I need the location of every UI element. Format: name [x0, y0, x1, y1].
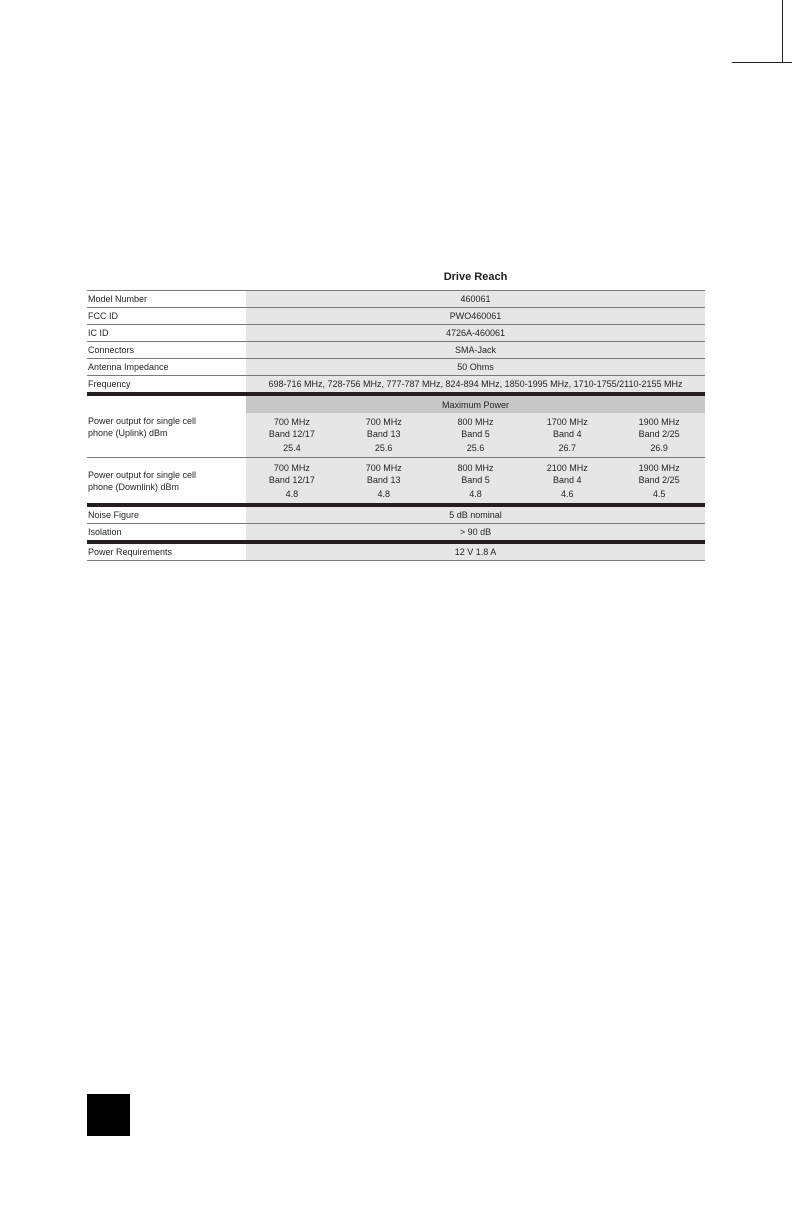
row-value: > 90 dB: [246, 524, 705, 540]
row-value: 50 Ohms: [246, 359, 705, 375]
row-value: SMA-Jack: [246, 342, 705, 358]
band-power: 4.8: [285, 488, 299, 499]
label-line: phone (Downlink) dBm: [88, 481, 180, 492]
band-cell: [246, 458, 338, 503]
band-power: 26.9: [650, 443, 668, 453]
band-cell: [613, 413, 705, 457]
row-label: Antenna Impedance: [87, 359, 246, 375]
row-label: Isolation: [87, 524, 246, 540]
band-cell: [521, 458, 613, 503]
row-model-number: [87, 290, 705, 307]
label-line: Power output for single cell: [88, 415, 197, 426]
crop-mark-right: [732, 62, 792, 63]
uplink-values: [246, 396, 705, 457]
band-power: 26.7: [558, 443, 577, 453]
row-label: FCC ID: [87, 308, 246, 324]
band-power: 25.6: [374, 443, 393, 453]
band-freq: 1700 MHz: [546, 417, 588, 427]
band-freq: 1900 MHz: [638, 462, 680, 473]
max-power-header: Maximum Power: [246, 396, 705, 413]
row-label: [87, 458, 246, 503]
band-name: Band 13: [366, 474, 401, 485]
row-value: 4726A-460061: [246, 325, 705, 341]
band-cell: [338, 458, 430, 503]
band-power: 4.6: [561, 488, 574, 499]
row-value: 460061: [246, 291, 705, 307]
band-freq: 700 MHz: [273, 417, 310, 427]
row-label: Noise Figure: [87, 507, 246, 523]
band-name: Band 12/17: [268, 474, 315, 485]
row-label: Frequency: [87, 376, 246, 392]
band-power: 4.8: [377, 488, 390, 499]
downlink-values: [246, 458, 705, 503]
row-label: [87, 396, 246, 457]
row-downlink-power: [87, 457, 705, 503]
label-line: Power output for single cell: [88, 469, 197, 480]
band-freq: 700 MHz: [365, 462, 402, 473]
row-connectors: [87, 341, 705, 358]
row-label: Model Number: [87, 291, 246, 307]
row-uplink-power: [87, 392, 705, 457]
band-name: Band 5: [461, 429, 490, 439]
crop-mark-top: [782, 0, 783, 62]
band-name: Band 4: [553, 429, 582, 439]
band-freq: 800 MHz: [457, 462, 494, 473]
band-name: Band 5: [461, 474, 490, 485]
band-name: Band 12/17: [268, 429, 315, 439]
band-freq: 700 MHz: [273, 462, 310, 473]
band-cell: [430, 413, 522, 457]
page-corner-block: [87, 1094, 130, 1136]
band-power: 25.6: [466, 443, 485, 453]
row-value: 12 V 1.8 A: [246, 544, 705, 560]
band-power: 4.8: [469, 488, 482, 499]
band-cell: [521, 413, 613, 457]
band-power: 25.4: [283, 443, 301, 453]
band-name: Band 4: [553, 474, 582, 485]
row-fcc-id: [87, 307, 705, 324]
band-cell: [338, 413, 430, 457]
row-noise-figure: [87, 503, 705, 523]
band-freq: 1900 MHz: [638, 417, 680, 427]
row-value: PWO460061: [246, 308, 705, 324]
band-cell: [613, 458, 705, 503]
band-name: Band 13: [366, 429, 401, 439]
band-name: Band 2/25: [638, 474, 680, 485]
band-power: 4.5: [652, 488, 666, 499]
band-list: [246, 458, 705, 503]
row-value: 698-716 MHz, 728-756 MHz, 777-787 MHz, 824-894 MHz, 1850-1995 MHz, 1710-1755/2110-2155 MHz: [246, 376, 705, 392]
band-list: [246, 413, 705, 457]
row-isolation: [87, 523, 705, 540]
band-freq: 800 MHz: [457, 417, 494, 427]
spec-table: [87, 290, 705, 561]
label-line: phone (Uplink) dBm: [88, 427, 168, 438]
row-power-requirements: [87, 540, 705, 561]
band-freq: 2100 MHz: [546, 462, 588, 473]
row-ic-id: [87, 324, 705, 341]
band-freq: 700 MHz: [365, 417, 402, 427]
table-title: Drive Reach: [443, 271, 508, 283]
band-cell: [246, 413, 338, 457]
row-frequency: [87, 375, 705, 392]
row-antenna-impedance: [87, 358, 705, 375]
band-name: Band 2/25: [638, 429, 680, 439]
row-label: Power Requirements: [87, 544, 246, 560]
row-value: 5 dB nominal: [246, 507, 705, 523]
band-cell: [430, 458, 522, 503]
row-label: Connectors: [87, 342, 246, 358]
row-label: IC ID: [87, 325, 246, 341]
